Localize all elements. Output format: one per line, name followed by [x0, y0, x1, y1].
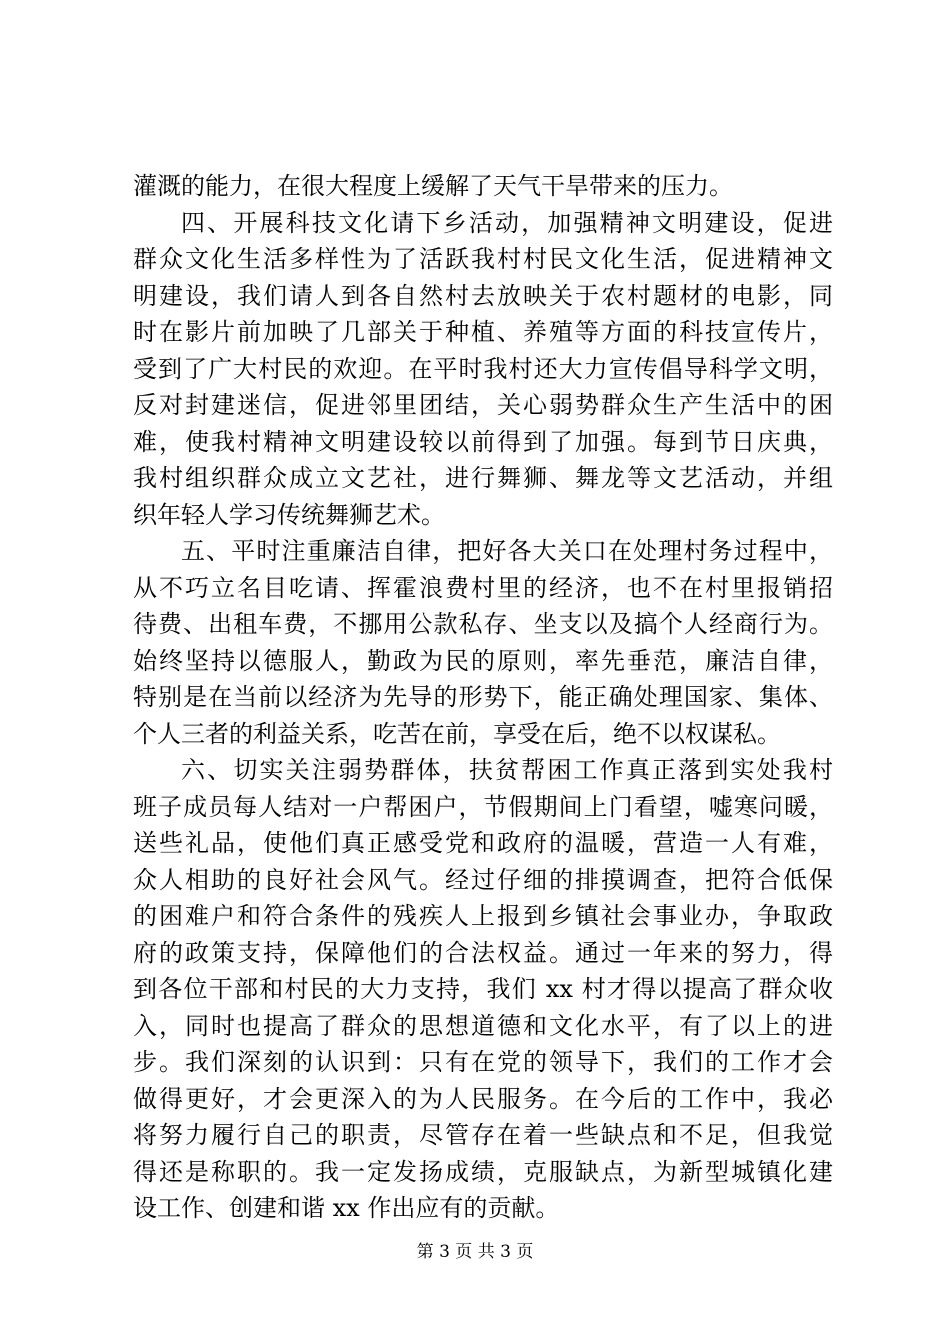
paragraph-continuation: [133, 168, 833, 205]
text-line: 难，使我村精神文明建设较以前得到了加强。每到节日庆典，: [133, 427, 833, 456]
text-line: 织年轻人学习传统舞狮艺术。: [133, 500, 445, 529]
text-line: 五、平时注重廉洁自律，把好各大关口在处理村务过程中，: [181, 537, 833, 565]
text-line: 从不巧立名目吃请、挥霍浪费村里的经济，也不在村里报销招: [133, 573, 833, 602]
text-line: 做得更好，才会更深入的为人民服务。在今后的工作中，我必: [133, 1084, 833, 1113]
paragraph-five: [133, 533, 833, 752]
text-line: 得还是称职的。我一定发扬成绩，克服缺点，为新型城镇化建: [133, 1157, 833, 1186]
document-body: [133, 168, 833, 1227]
text-line: 将努力履行自己的职责，尽管存在着一些缺点和不足，但我觉: [133, 1121, 833, 1149]
text-line: 班子成员每人结对一户帮困户，节假期间上门看望，嘘寒问暖，: [133, 792, 833, 821]
text-line: 入，同时也提高了群众的思想道德和文化水平，有了以上的进: [133, 1011, 833, 1040]
text-line: 六、切实关注弱势群体，扶贫帮困工作真正落到实处我村: [181, 756, 833, 784]
text-line: 的困难户和符合条件的残疾人上报到乡镇社会事业办，争取政: [133, 902, 833, 930]
text-line: 受到了广大村民的欢迎。在平时我村还大力宣传倡导科学文明，: [133, 354, 833, 383]
text-line: 到各位干部和村民的大力支持，我们 xx 村才得以提高了群众收: [133, 975, 833, 1003]
text-line: 群众文化生活多样性为了活跃我村村民文化生活，促进精神文: [133, 245, 833, 273]
text-line: 特别是在当前以经济为先导的形势下，能正确处理国家、集体、: [133, 683, 833, 711]
text-line: 府的政策支持，保障他们的合法权益。通过一年来的努力，得: [133, 938, 833, 967]
text-line: 灌溉的能力，在很大程度上缓解了天气干旱带来的压力。: [133, 172, 733, 200]
text-line: 设工作、创建和谐 xx 作出应有的贡献。: [133, 1194, 560, 1222]
paragraph-four: [133, 205, 833, 534]
text-line: 步。我们深刻的认识到：只有在党的领导下，我们的工作才会: [133, 1048, 833, 1076]
text-line: 时在影片前加映了几部关于种植、养殖等方面的科技宣传片，: [133, 318, 833, 346]
text-line: 送些礼品，使他们真正感受党和政府的温暖，营造一人有难，: [133, 829, 833, 857]
text-line: 个人三者的利益关系，吃苦在前，享受在后，绝不以权谋私。: [133, 719, 781, 748]
text-line: 我村组织群众成立文艺社，进行舞狮、舞龙等文艺活动，并组: [133, 464, 833, 492]
text-line: 反对封建迷信，促进邻里团结，关心弱势群众生产生活中的困: [133, 391, 833, 419]
text-line: 众人相助的良好社会风气。经过仔细的排摸调查，把符合低保: [133, 865, 833, 894]
text-line: 始终坚持以德服人，勤政为民的原则，率先垂范，廉洁自律，: [133, 646, 833, 675]
text-line: 明建设，我们请人到各自然村去放映关于农村题材的电影，同: [133, 281, 833, 310]
text-line: 四、开展科技文化请下乡活动，加强精神文明建设，促进: [181, 208, 833, 237]
paragraph-six: [133, 752, 833, 1227]
text-line: 待费、出租车费，不挪用公款私存、坐支以及搞个人经商行为。: [133, 610, 833, 638]
page-number-footer: 第 3 页 共 3 页: [416, 1242, 534, 1262]
